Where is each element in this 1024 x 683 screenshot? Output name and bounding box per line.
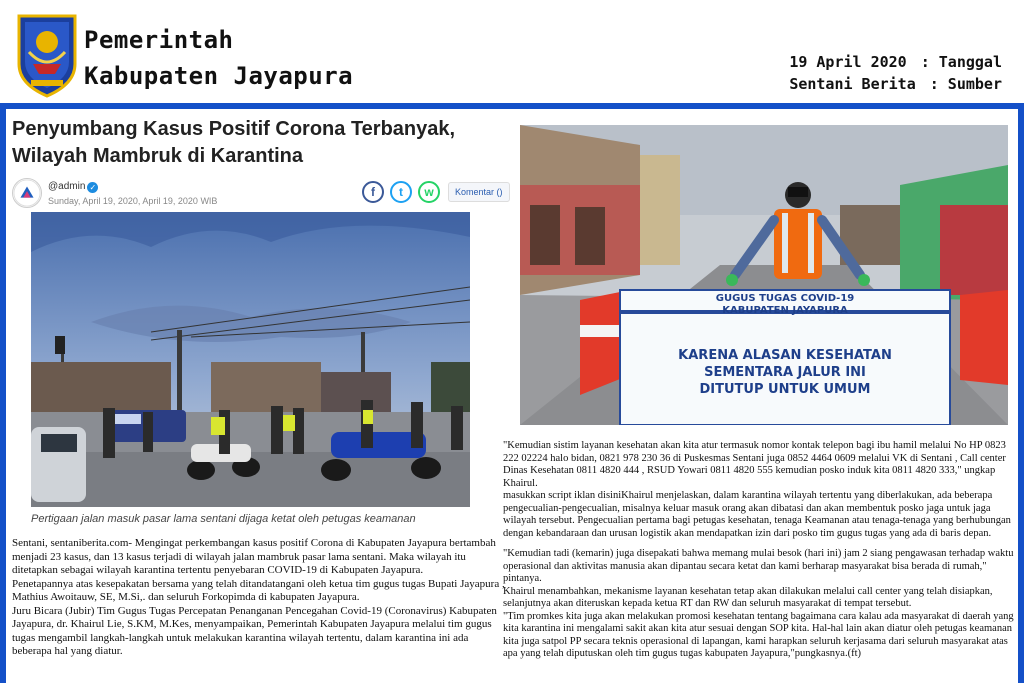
body-paragraph: Sentani, sentaniberita.com- Mengingat perkembangan kasus positif Corona di Kabupaten Jayapura bertambah menjadi 23 kasus, dan 13 kasus terjadi di wilayah jalan mambruk pasar lama sentani. Maka wilayah itu ditetapkan sebagai wilayah karantina tertentu penyebaran COVID-19 di Kabupaten Jayapura.	[12, 537, 496, 576]
whatsapp-share-icon[interactable]: w	[418, 181, 440, 203]
covid-banner	[620, 293, 950, 398]
source-label: : Sumber	[929, 75, 1002, 93]
headline-line1: Penyumbang Kasus Positif Corona Terbanyak,	[12, 118, 456, 140]
body-paragraph: Khairul menambahkan, mekanisme layanan kesehatan tetap akan dilakukan melalui call center yang telah disiapkan, selanjutnya akan diteruskan kepada ketua RT dan RW dan seluruh masyarakat di tempat tersebut.	[503, 585, 993, 609]
checkpoint-photo	[31, 212, 470, 507]
avatar	[12, 178, 42, 208]
body-paragraph: Penetapannya atas kesepakatan bersama yang telah ditandatangani oleh ketua tim gugus tugas Bupati Jayapura , Mathius Awoitauw, SE, M.Si,. dan seluruh Forkopimda di kabupaten Jayapura.	[12, 577, 505, 603]
banner-line4: SEMENTARA JALUR INI	[704, 365, 866, 380]
banner-line2: KABUPATEN JAYAPURA	[722, 305, 848, 316]
author-name[interactable]: @admin ✓	[48, 181, 98, 193]
source-value: Sentani Berita	[789, 75, 916, 93]
headline-line2: Wilayah Mambruk di Karantina	[12, 145, 303, 167]
twitter-share-icon[interactable]: t	[390, 181, 412, 203]
article-body-right	[503, 440, 1019, 661]
paragraph-gap	[503, 540, 1019, 548]
jayapura-regency-emblem-icon	[15, 12, 79, 98]
article-body-left	[12, 537, 506, 659]
body-paragraph: "Tim promkes kita juga akan melakukan promosi kesehatan tentang bagaimana cara kalau ada masyarakat di daerah yang kita karantina ini mengalami sakit akan kita atur sesuai dengan SOP kita. Hal-hal lain akan diatur oleh petugas keamanan kita juga satpol PP secara teknis operasional di lapangan, kami harapkan seluruh kerjasama dari seluruh masyarakat atas apa yang telah diputuskan oleh tim gugus tugas kabupaten Jayapura,"pungkasnya.(ft)	[503, 610, 1014, 659]
body-paragraph: Juru Bicara (Jubir) Tim Gugus Tugas Percepatan Penanganan Pencegahan Covid-19 (Coronavirus) Kabupaten Jayapura, dr. Khairul Lie, S.KM, M.Kes, menyampaikan, Pemerintah Kabupaten Jayapura melalui tim gugus tugas mengambil langkah-langkah untuk melakukan karantina wilayah tertentu, dalam karantina ini ada beberapa hal yang diatur.	[12, 604, 497, 657]
body-paragraph: masukkan script iklan disiniKhairul menjelaskan, dalam karantina wilayah tertentu yang diberlakukan, ada beberapa pengecualian-pengecualian, misalnya keluar masuk orang akan dibatasi dan akan membentuk posko jaga untuk jaga wilayah tersebut. Pengecualian pertama bagi petugas kesehatan, tenaga Keamanan atau tenaga-tenaga yang berhubungan dengan kebandaraan dan urusan logistik akan mendapatkan izin dari posko tim gugus tugas yang ada di baris depan.	[503, 490, 1011, 539]
comment-button[interactable]: Komentar ()	[448, 182, 510, 202]
org-name-line1: Pemerintah	[84, 26, 234, 54]
article-headline	[12, 116, 502, 170]
banner-line5: DITUTUP UNTUK UMUM	[699, 382, 871, 397]
publish-date: Sunday, April 19, 2020, April 19, 2020 WIB	[48, 196, 218, 206]
date-value: 19 April 2020	[789, 53, 907, 71]
page-header	[0, 0, 1024, 104]
verified-badge-icon: ✓	[87, 182, 98, 193]
org-name-line2: Kabupaten Jayapura	[84, 62, 354, 90]
body-paragraph: "Kemudian sistim layanan kesehatan akan kita atur termasuk nomor kontak telepon bagi ibu hamil melalui No HP 0823 222 02224 halo bidan, 0821 978 230 36 di Puskesmas Sentani juga 0852 4464 0609 melalui VK di Sentani , Call center Dinas Kesehatan 0811 4820 444 , RSUD Yowari 0811 4820 555 kemudian posko induk kita 0811 4820 333," ungkap Khairul.	[503, 440, 1006, 489]
date-label: : Tanggal	[920, 53, 1002, 71]
banner-line3: KARENA ALASAN KESEHATAN	[678, 348, 892, 363]
body-paragraph: "Kemudian tadi (kemarin) juga disepakati bahwa memang mulai besok (hari ini) jam 2 siang pengawasan terhadap waktu operasional dan aktivitas manusia akan dipantau secara ketat dan kami berharap masyarakat bisa berada di rumah," pintanya.	[503, 548, 1014, 584]
photo-caption: Pertigaan jalan masuk pasar lama sentani dijaga ketat oleh petugas keamanan	[31, 513, 416, 525]
banner-line1: GUGUS TUGAS COVID-19	[715, 293, 855, 304]
frame-left-border	[0, 103, 6, 683]
facebook-share-icon[interactable]: f	[362, 181, 384, 203]
clipping-meta	[789, 51, 1002, 95]
frame-top-border	[0, 103, 1024, 109]
article-byline	[12, 178, 512, 210]
